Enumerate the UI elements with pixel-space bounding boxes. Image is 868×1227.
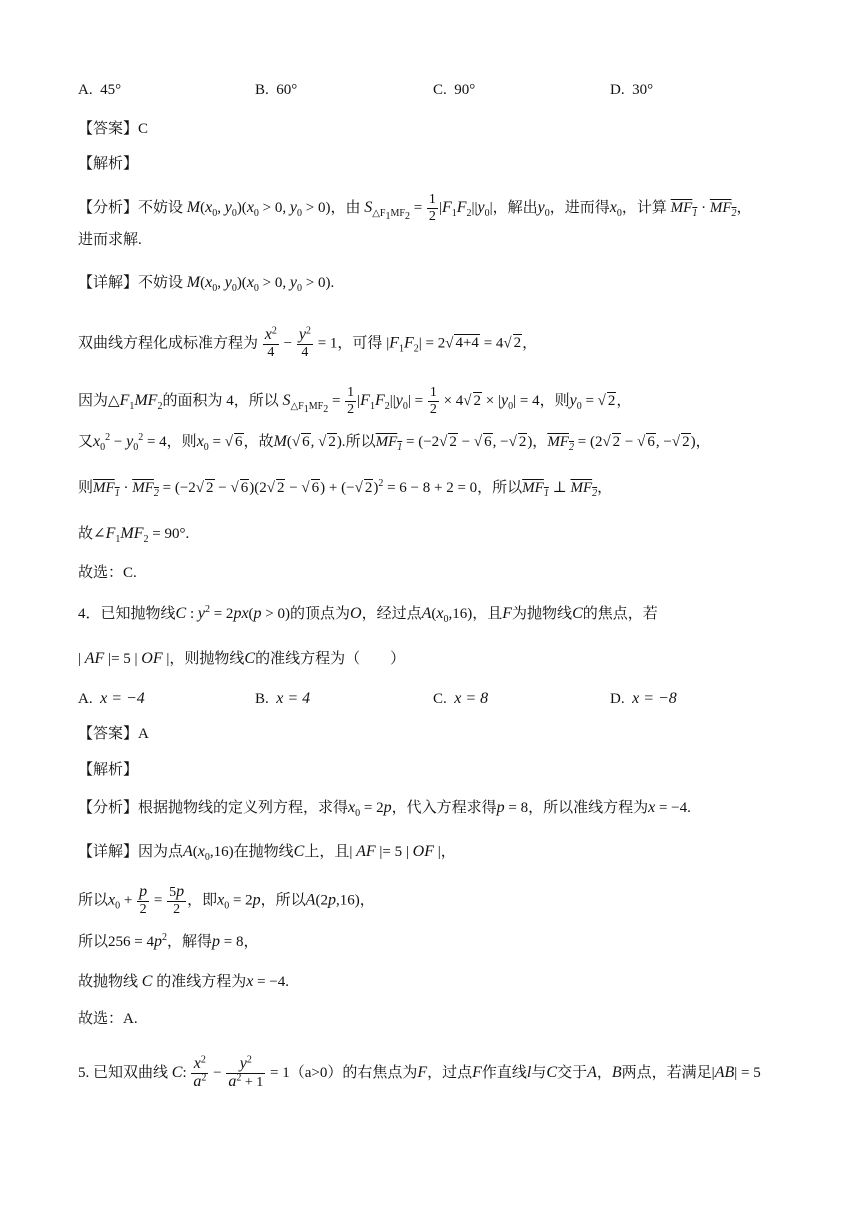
q4-option-d: D. x = −8 — [610, 690, 677, 707]
q3-option-a: A. 45° — [78, 82, 122, 98]
q5-stem: 5. 已知双曲线 C: $\frac{x^2}{a^2}$ − $\frac{y^2}{a^2 + 1}$ = 1（a>0）的右焦点为F，过点F作直线l与C交于A，B两点，若满足|AB| = 5 — [78, 1054, 761, 1090]
q4-fenxi: 【分析】根据抛物线的定义列方程，求得$x_0 = 2p$，代入方程求得p = 8，所以准线方程为x = −4. — [78, 799, 691, 819]
q4-line-focal: 所以$x_0$ + $\frac{p}{2}$ = $\frac{5p}{2}$ ，即$x_0 = 2p$，所以A(2p,16)， — [78, 883, 375, 917]
q4-option-b: B. x = 4 — [255, 690, 311, 707]
q3-line-dot-product: 则$MF_1 \cdot MF_2 = (-2√$ 2 − √ 6)(2√ 2 − √ 6) + (−√ 2)$^2$ = 6 − 8 + 2 = 0，所以$MF_1$ ⊥ $MF_2$， — [78, 478, 613, 499]
q3-line-angle: 故$\angle F_1MF_2 = 90^\circ$. — [78, 525, 190, 545]
q3-option-c: C. 90° — [433, 82, 476, 98]
q4-stem-line2: | AF |= 5 | OF |，则抛物线C的准线方程为（ ） — [78, 650, 406, 667]
q4-analysis-label: 【解析】 — [78, 762, 139, 778]
q4-option-c: C. x = 8 — [433, 690, 489, 707]
q4-option-a: A. x = −4 — [78, 690, 145, 707]
q4-choose: 故选：A. — [78, 1011, 138, 1027]
q4-line-solve: 所以$256 = 4p^2$，解得p = 8， — [78, 932, 259, 950]
q3-fenxi-end: 进而求解. — [78, 232, 142, 248]
q4-stem-line1: 4．已知抛物线C : $y^2 = 2px(p > 0)$的顶点为O，经过点$A(x_0,16)$，且F为抛物线C的焦点，若 — [78, 604, 658, 625]
q3-answer: 【答案】C — [78, 121, 149, 137]
q3-fenxi: 【分析】不妨设 $M(x_0$, $y_0)(x_0 > 0$, $y_0 > 0$)，由 $S_{\triangle F_1MF_2}$ = $\frac{1}{2}$ $|F_1F_2||y_0|$，解出$y_0$，进而得$x_0$，计算 $MF_1 \cdot MF_2$， — [78, 192, 752, 224]
q3-choose: 故选：C. — [78, 565, 137, 581]
q3-option-b: B. 60° — [255, 82, 298, 98]
q4-answer: 【答案】A — [78, 726, 149, 742]
q3-option-d: D. 30° — [610, 82, 654, 98]
q3-line-area: 因为$\triangle F_1MF_2$的面积为 4，所以 $S_{\triangle F_1MF_2}$ = $\frac{1}{2}$ $|F_1F_2||y_0|$ = $\frac{1}{2}$ × 4√ $2 \times |y_0| = 4$，则$y_0$ = √ 2， — [78, 385, 632, 417]
q3-line-standard-equation: 双曲线方程化成标准方程为 $\frac{x^2}{4}$ − $\frac{y^2}{4}$ = 1，可得 $|F_1F_2| = 2√$ 4+4 = 4√ 2， — [78, 325, 538, 360]
q4-detail: 【详解】因为点$A(x_0,16)$在抛物线C上，且| AF |= 5 | OF |， — [78, 843, 456, 863]
q3-line-vectors: 又$x_0^2 - y_0^2 = 4$，则$x_0$ = √ 6，故M(√ 6, √ 2).所以$MF_1 = (-2√$ 2 − √ 6, −√ 2)，$MF_2 = (2√$ 2 − √ 6, −√ 2)， — [78, 432, 711, 453]
q3-detail: 【详解】不妨设 $M(x_0$, $y_0)(x_0 > 0$, $y_0 > 0$). — [78, 274, 335, 294]
q3-analysis-label: 【解析】 — [78, 156, 139, 172]
q4-line-conclusion: 故抛物线 C 的准线方程为x = −4. — [78, 973, 289, 990]
